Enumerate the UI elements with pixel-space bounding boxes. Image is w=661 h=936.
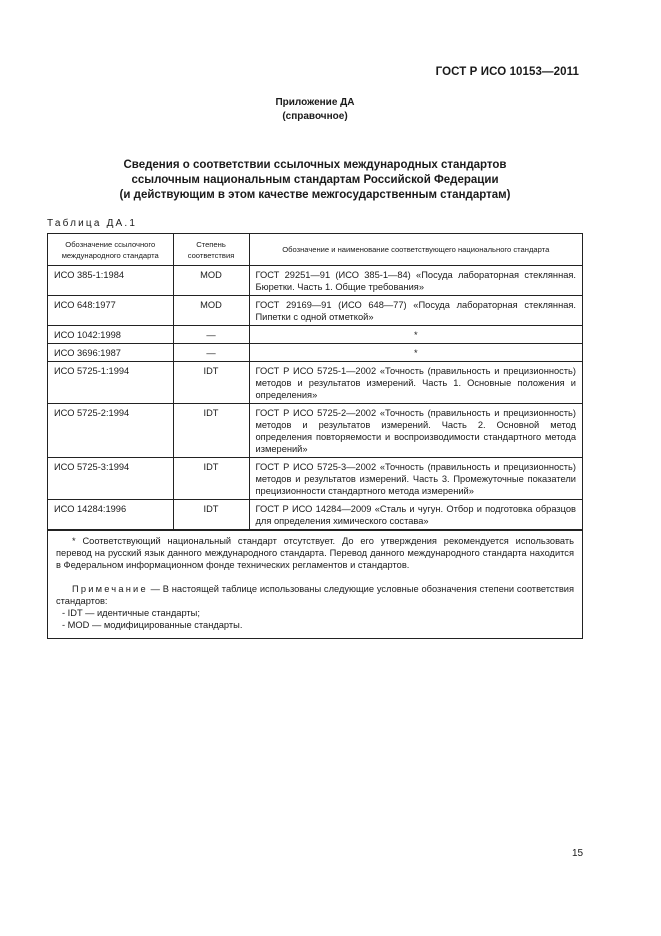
table-row [48, 326, 582, 344]
heading-line-1: Сведения о соответствии ссылочных международных стандартов [123, 159, 507, 171]
note-paragraph [56, 583, 574, 607]
cell-degree: IDT [173, 362, 249, 404]
legend-idt: - IDT — идентичные стандарты; [62, 608, 200, 618]
cell-national: ГОСТ Р ИСО 14284—2009 «Сталь и чугун. Отбор и подготовка образцов для определения химического состава» [249, 500, 582, 530]
header-national-standard: Обозначение и наименование соответствующего национального стандарта [249, 234, 582, 266]
table-row [48, 458, 582, 500]
legend-mod: - MOD — модифицированные стандарты. [62, 620, 243, 630]
table-row [48, 296, 582, 326]
header-degree-line-1: Степень [196, 239, 226, 249]
appendix-heading [0, 96, 630, 124]
note-text: — В настоящей таблице использованы следующие условные обозначения степени соответствия стандартов: [56, 584, 574, 606]
cell-international: ИСО 1042:1998 [48, 326, 173, 344]
cell-national: ГОСТ 29251—91 (ИСО 385-1—84) «Посуда лабораторная стеклянная. Бюретки. Часть 1. Общие требования» [249, 266, 582, 296]
cell-national: ГОСТ Р ИСО 5725-1—2002 «Точность (правильность и прецизионность) методов и результатов измерений. Часть 1. Основные положения и определения» [249, 362, 582, 404]
cell-national: ГОСТ Р ИСО 5725-3—2002 «Точность (правильность и прецизионность) методов и результатов измерений. Часть 3. Промежуточные показатели прецизионности стандартного метода измерений» [249, 458, 582, 500]
cell-degree: — [173, 344, 249, 362]
cell-degree: IDT [173, 500, 249, 530]
cell-degree: MOD [173, 296, 249, 326]
cell-degree: — [173, 326, 249, 344]
header-international-line-1: Обозначение ссылочного [65, 239, 156, 249]
cell-degree: IDT [173, 458, 249, 500]
table-header-row [48, 234, 582, 266]
cell-international: ИСО 5725-1:1994 [48, 362, 173, 404]
document-number: ГОСТ Р ИСО 10153—2011 [435, 66, 579, 78]
appendix-title: Приложение ДА [275, 97, 355, 108]
table-notes [48, 530, 582, 638]
appendix-subtitle: (справочное) [282, 111, 348, 122]
table-row [48, 500, 582, 530]
table-row [48, 404, 582, 458]
table-row [48, 266, 582, 296]
footnote: * Соответствующий национальный стандарт отсутствует. До его утверждения рекомендуется использовать перевод на русский язык данного международного стандарта. Перевод данного международного стандарта находится в Федеральном информационном фонде технических регламентов и стандартов. [56, 536, 574, 570]
cell-international: ИСО 3696:1987 [48, 344, 173, 362]
header-degree [173, 234, 249, 266]
correspondence-table [47, 233, 583, 639]
heading-line-3: (и действующим в этом качестве межгосударственным стандартам) [119, 189, 511, 201]
cell-international: ИСО 5725-3:1994 [48, 458, 173, 500]
header-degree-line-2: соответствия [187, 250, 235, 260]
cell-international: ИСО 385-1:1984 [48, 266, 173, 296]
main-heading [0, 158, 630, 203]
cell-national: * [249, 344, 582, 362]
page-number: 15 [572, 848, 584, 859]
cell-international: ИСО 14284:1996 [48, 500, 173, 530]
cell-degree: IDT [173, 404, 249, 458]
heading-line-2: ссылочным национальным стандартам Российской Федерации [131, 174, 499, 186]
cell-national: * [249, 326, 582, 344]
header-international-line-2: международного стандарта [61, 250, 159, 260]
cell-degree: MOD [173, 266, 249, 296]
cell-international: ИСО 648:1977 [48, 296, 173, 326]
cell-national: ГОСТ Р ИСО 5725-2—2002 «Точность (правильность и прецизионность) методов и результатов измерений. Часть 2. Основной метод определения повторяемости и воспроизводимости стандартного метода измерений» [249, 404, 582, 458]
cell-international: ИСО 5725-2:1994 [48, 404, 173, 458]
note-label: Примечание [72, 584, 148, 594]
table-caption: Таблица ДА.1 [47, 218, 138, 229]
table-row [48, 344, 582, 362]
header-international-standard [48, 234, 173, 266]
table-row [48, 362, 582, 404]
cell-national: ГОСТ 29169—91 (ИСО 648—77) «Посуда лабораторная стеклянная. Пипетки с одной отметкой» [249, 296, 582, 326]
